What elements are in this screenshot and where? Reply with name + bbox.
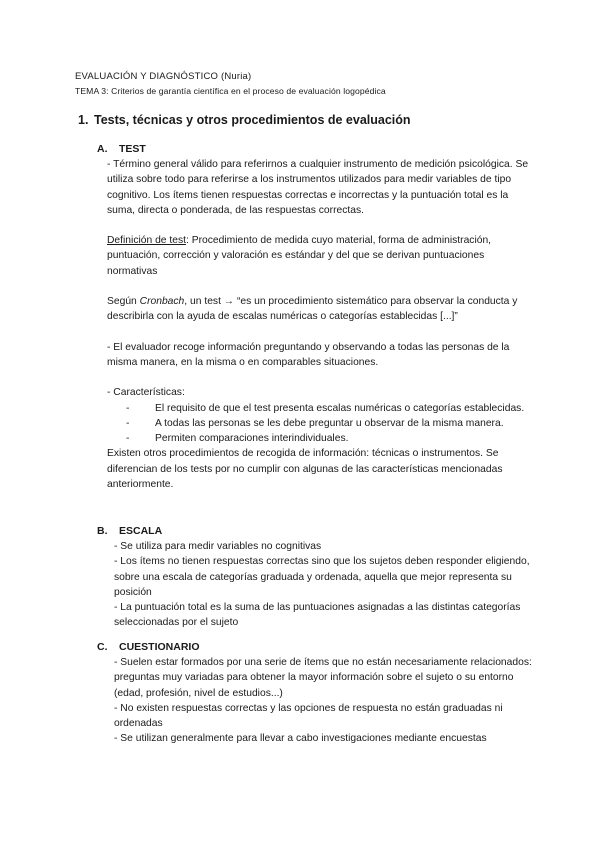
evaluator-paragraph: - El evaluador recoge información preguntando y observando a todas las personas de la misma manera, en la misma o en comparables situaciones. bbox=[107, 341, 510, 368]
section-title: Tests, técnicas y otros procedimientos de evaluación bbox=[94, 113, 411, 127]
test-definition bbox=[107, 233, 537, 279]
cronbach-prefix: Según bbox=[107, 296, 140, 308]
cronbach-quote bbox=[107, 294, 537, 325]
topic-header: TEMA 3: Criterios de garantía científica en el proceso de evaluación logopédica bbox=[75, 86, 386, 96]
subject-header: EVALUACIÓN Y DIAGNÓSTICO (Nuria) bbox=[75, 71, 252, 82]
escala-heading bbox=[97, 525, 162, 537]
escala-item-1: - Se utiliza para medir variables no cognitivas bbox=[114, 541, 322, 552]
test-title: TEST bbox=[119, 143, 146, 155]
escala-item-2: - Los ítems no tienen respuestas correctas sino que los sujetos deben responder eligiendo, sobre una escala de categorías graduada y ordenada, aquella que mejor representa su posición bbox=[114, 556, 530, 598]
list-item: - A todas las personas se les debe preguntar u observar de la misma manera. bbox=[107, 416, 537, 431]
escala-item-3: - La puntuación total es la suma de las puntuaciones asignadas a las distintas categorías seleccionadas por el sujeto bbox=[114, 602, 521, 629]
cuestionario-item-2: - No existen respuestas correctas y las opciones de respuesta no están graduadas ni ordenadas bbox=[114, 702, 503, 730]
definition-text: : Procedimiento de medida cuyo material, forma de administración, puntuación, corrección y valoración es estándar y del que se derivan puntuaciones normativas bbox=[107, 235, 492, 277]
test-body bbox=[107, 157, 537, 492]
cuestionario-letter: C. bbox=[97, 641, 108, 653]
escala-letter: B. bbox=[97, 525, 108, 537]
escala-body bbox=[114, 539, 534, 631]
characteristic-2: A todas las personas se les debe preguntar u observar de la misma manera. bbox=[155, 417, 504, 429]
characteristic-3: Permiten comparaciones interindividuales. bbox=[155, 433, 349, 445]
test-intro: - Término general válido para referirnos a cualquier instrumento de medición psicológica. Se utiliza sobre todo para referirse a los instrumentos utilizados para medir variables de tipo cognitivo. Los ítems tienen respuestas correctas e incorrectas y la puntuación total es la suma, directa o ponderada, de las respuestas correctas. bbox=[107, 159, 529, 216]
test-letter: A. bbox=[97, 143, 108, 155]
characteristic-1: El requisito de que el test presenta escalas numéricas o categorías establecidas. bbox=[155, 402, 525, 414]
cuestionario-item-3: - Se utilizan generalmente para llevar a cabo investigaciones mediante encuestas bbox=[114, 733, 487, 745]
other-procedures: Existen otros procedimientos de recogida de información: técnicas o instrumentos. Se diferencian de los tests por no cumplir con algunas de las características mencionadas anteriormente. bbox=[107, 448, 503, 491]
cronbach-name: Cronbach bbox=[139, 296, 185, 308]
cuestionario-heading bbox=[97, 641, 200, 653]
section-heading bbox=[78, 113, 411, 127]
test-heading bbox=[97, 143, 146, 155]
escala-title: ESCALA bbox=[119, 525, 163, 537]
cuestionario-title: CUESTIONARIO bbox=[119, 641, 200, 653]
section-number: 1. bbox=[78, 113, 89, 127]
cuestionario-item-1: - Suelen estar formados por una serie de ítems que no están necesariamente relacionados: preguntas muy variadas para obtener la mayor información sobre el sujeto o su entorno (edad, profesión, nivel de estudios...) bbox=[114, 657, 532, 699]
list-item: - El requisito de que el test presenta escalas numéricas o categorías establecidas. bbox=[107, 401, 537, 416]
definition-label: Definición de test bbox=[107, 235, 186, 247]
cronbach-text: , un test → “es un procedimiento sistemático para observar la conducta y describirla con la ayuda de escalas numéricas o categorías establecidas [...]” bbox=[107, 296, 518, 323]
characteristics-label: - Características: bbox=[107, 387, 185, 399]
list-item: - Permiten comparaciones interindividuales. bbox=[107, 431, 537, 446]
cuestionario-body bbox=[114, 655, 534, 747]
